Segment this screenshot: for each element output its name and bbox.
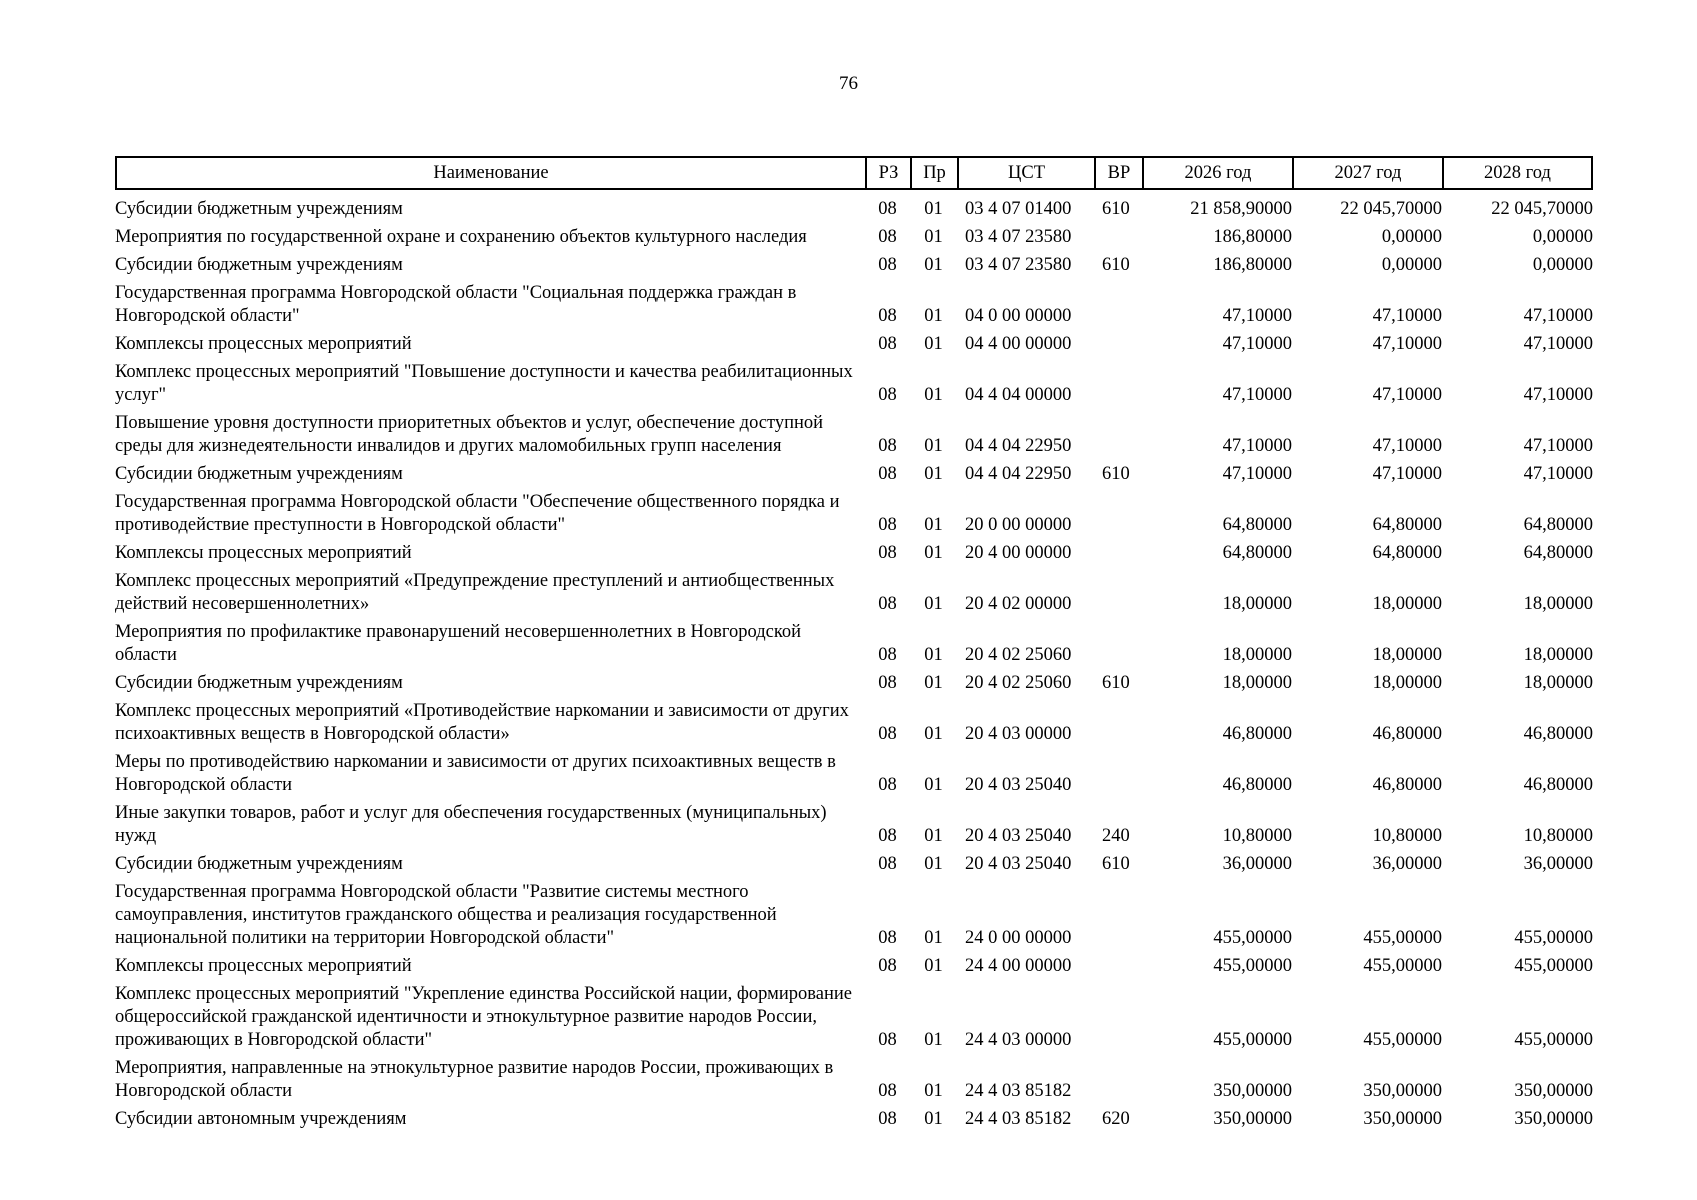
cell-2026: 47,10000 <box>1222 385 1292 405</box>
cell-rz: 08 <box>878 854 897 874</box>
cell-2028: 64,80000 <box>1523 515 1593 535</box>
cell-2027: 22 045,70000 <box>1340 199 1442 219</box>
cell-2027: 0,00000 <box>1381 255 1442 275</box>
cell-vr: 240 <box>1102 826 1130 846</box>
cell-2026: 186,80000 <box>1213 255 1292 275</box>
table-row <box>115 190 1593 221</box>
cell-vr: 610 <box>1102 854 1130 874</box>
cell-rz: 08 <box>878 1081 897 1101</box>
table-header-row <box>115 156 1593 190</box>
header-2027: 2027 год <box>1292 156 1442 190</box>
cell-2027: 47,10000 <box>1372 385 1442 405</box>
cell-2026: 186,80000 <box>1213 227 1292 247</box>
cell-pr: 01 <box>924 928 943 948</box>
cell-pr: 01 <box>924 673 943 693</box>
page-number: 76 <box>839 73 858 94</box>
table-row <box>115 978 1593 1052</box>
cell-rz: 08 <box>878 775 897 795</box>
cell-2028: 455,00000 <box>1514 928 1593 948</box>
cell-pr: 01 <box>924 306 943 326</box>
cell-2027: 64,80000 <box>1372 515 1442 535</box>
cell-pr: 01 <box>924 436 943 456</box>
cell-2026: 64,80000 <box>1222 543 1292 563</box>
cell-pr: 01 <box>924 1109 943 1129</box>
cell-name: Государственная программа Новгородской области "Обеспечение общественного порядка и противодействие преступности в Новгородской области" <box>115 492 840 535</box>
table-row <box>115 876 1593 950</box>
cell-rz: 08 <box>878 956 897 976</box>
cell-cst: 20 4 03 00000 <box>965 724 1072 744</box>
cell-pr: 01 <box>924 255 943 275</box>
table-row <box>115 486 1593 537</box>
cell-rz: 08 <box>878 334 897 354</box>
cell-2028: 350,00000 <box>1514 1081 1593 1101</box>
header-2026: 2026 год <box>1142 156 1292 190</box>
cell-rz: 08 <box>878 1030 897 1050</box>
cell-rz: 08 <box>878 306 897 326</box>
cell-2027: 36,00000 <box>1372 854 1442 874</box>
table-row <box>115 950 1593 978</box>
cell-pr: 01 <box>924 645 943 665</box>
cell-vr: 610 <box>1102 673 1130 693</box>
cell-vr <box>1094 356 1142 407</box>
cell-vr <box>1094 746 1142 797</box>
cell-pr: 01 <box>924 199 943 219</box>
table-row <box>115 221 1593 249</box>
cell-pr: 01 <box>924 854 943 874</box>
cell-2028: 46,80000 <box>1523 775 1593 795</box>
header-rz: РЗ <box>865 156 910 190</box>
cell-2027: 47,10000 <box>1372 306 1442 326</box>
cell-vr <box>1094 565 1142 616</box>
cell-rz: 08 <box>878 515 897 535</box>
table-row <box>115 848 1593 876</box>
cell-cst: 20 4 02 25060 <box>965 673 1072 693</box>
cell-rz: 08 <box>878 255 897 275</box>
cell-name: Комплекс процессных мероприятий "Укрепление единства Российской нации, формирование общероссийской гражданской идентичности и этнокультурное развитие народов России, проживающих в Новгородской области" <box>115 984 852 1050</box>
cell-2027: 64,80000 <box>1372 543 1442 563</box>
cell-cst: 04 4 00 00000 <box>965 334 1072 354</box>
cell-pr: 01 <box>924 543 943 563</box>
cell-name: Субсидии бюджетным учреждениям <box>115 464 403 484</box>
cell-2027: 455,00000 <box>1363 1030 1442 1050</box>
cell-vr <box>1094 950 1142 978</box>
cell-name: Мероприятия по профилактике правонарушений несовершеннолетних в Новгородской области <box>115 622 802 665</box>
cell-2028: 47,10000 <box>1523 385 1593 405</box>
cell-2027: 46,80000 <box>1372 775 1442 795</box>
table-row <box>115 1052 1593 1103</box>
cell-cst: 03 4 07 01400 <box>965 199 1072 219</box>
cell-rz: 08 <box>878 928 897 948</box>
cell-2026: 36,00000 <box>1222 854 1292 874</box>
cell-2027: 47,10000 <box>1372 334 1442 354</box>
cell-rz: 08 <box>878 673 897 693</box>
cell-vr <box>1094 695 1142 746</box>
table-row <box>115 458 1593 486</box>
cell-2027: 0,00000 <box>1381 227 1442 247</box>
cell-pr: 01 <box>924 775 943 795</box>
cell-name: Комплекс процессных мероприятий «Противодействие наркомании и зависимости от других психоактивных веществ в Новгородской области» <box>115 701 849 744</box>
cell-2026: 46,80000 <box>1222 775 1292 795</box>
table-row <box>115 667 1593 695</box>
cell-2028: 47,10000 <box>1523 334 1593 354</box>
cell-cst: 20 4 03 25040 <box>965 854 1072 874</box>
cell-name: Комплексы процессных мероприятий <box>115 334 412 354</box>
table-body <box>115 190 1593 1131</box>
cell-rz: 08 <box>878 645 897 665</box>
cell-vr <box>1094 537 1142 565</box>
cell-2026: 47,10000 <box>1222 436 1292 456</box>
cell-pr: 01 <box>924 464 943 484</box>
cell-name: Государственная программа Новгородской области "Социальная поддержка граждан в Новгородской области" <box>115 283 797 326</box>
cell-name: Мероприятия, направленные на этнокультурное развитие народов России, проживающих в Новгородской области <box>115 1058 834 1101</box>
cell-name: Повышение уровня доступности приоритетных объектов и услуг, обеспечение доступной среды для жизнедеятельности инвалидов и других маломобильных групп населения <box>115 413 824 456</box>
table-row <box>115 797 1593 848</box>
table-row <box>115 537 1593 565</box>
cell-name: Субсидии бюджетным учреждениям <box>115 854 403 874</box>
cell-cst: 24 4 03 85182 <box>965 1081 1072 1101</box>
cell-2028: 18,00000 <box>1523 673 1593 693</box>
cell-rz: 08 <box>878 594 897 614</box>
cell-name: Комплексы процессных мероприятий <box>115 543 412 563</box>
cell-rz: 08 <box>878 385 897 405</box>
cell-2028: 46,80000 <box>1523 724 1593 744</box>
cell-pr: 01 <box>924 956 943 976</box>
cell-pr: 01 <box>924 826 943 846</box>
cell-pr: 01 <box>924 724 943 744</box>
cell-rz: 08 <box>878 724 897 744</box>
cell-2026: 455,00000 <box>1213 928 1292 948</box>
cell-pr: 01 <box>924 385 943 405</box>
cell-name: Комплекс процессных мероприятий «Предупреждение преступлений и антиобщественных действий несовершеннолетних» <box>115 571 835 614</box>
cell-cst: 20 4 00 00000 <box>965 543 1072 563</box>
cell-name: Меры по противодействию наркомании и зависимости от других психоактивных веществ в Новгородской области <box>115 752 836 795</box>
cell-name: Субсидии бюджетным учреждениям <box>115 673 403 693</box>
cell-2026: 455,00000 <box>1213 956 1292 976</box>
cell-2028: 36,00000 <box>1523 854 1593 874</box>
cell-cst: 20 4 02 25060 <box>965 645 1072 665</box>
table-row <box>115 746 1593 797</box>
table-row <box>115 356 1593 407</box>
cell-cst: 20 4 02 00000 <box>965 594 1072 614</box>
cell-name: Комплекс процессных мероприятий "Повышение доступности и качества реабилитационных услуг" <box>115 362 853 405</box>
cell-2026: 18,00000 <box>1222 594 1292 614</box>
cell-2028: 0,00000 <box>1532 255 1593 275</box>
cell-2028: 18,00000 <box>1523 645 1593 665</box>
cell-rz: 08 <box>878 1109 897 1129</box>
cell-2028: 47,10000 <box>1523 436 1593 456</box>
cell-2027: 10,80000 <box>1372 826 1442 846</box>
cell-pr: 01 <box>924 1081 943 1101</box>
cell-cst: 24 4 03 85182 <box>965 1109 1072 1129</box>
cell-2027: 455,00000 <box>1363 928 1442 948</box>
cell-2027: 350,00000 <box>1363 1081 1442 1101</box>
cell-vr <box>1094 876 1142 950</box>
cell-pr: 01 <box>924 334 943 354</box>
cell-name: Государственная программа Новгородской области "Развитие системы местного самоуправления, институтов гражданского общества и реализация государственной национальной политики на территории Новгородской области" <box>115 882 777 948</box>
cell-2027: 455,00000 <box>1363 956 1442 976</box>
cell-2028: 22 045,70000 <box>1491 199 1593 219</box>
cell-2027: 47,10000 <box>1372 464 1442 484</box>
cell-cst: 24 0 00 00000 <box>965 928 1072 948</box>
cell-cst: 04 4 04 22950 <box>965 436 1072 456</box>
cell-2026: 21 858,90000 <box>1190 199 1292 219</box>
cell-rz: 08 <box>878 543 897 563</box>
cell-cst: 20 4 03 25040 <box>965 826 1072 846</box>
cell-rz: 08 <box>878 227 897 247</box>
cell-vr <box>1094 221 1142 249</box>
cell-2028: 455,00000 <box>1514 956 1593 976</box>
header-cst: ЦСТ <box>957 156 1094 190</box>
cell-2026: 47,10000 <box>1222 334 1292 354</box>
table-row <box>115 1103 1593 1131</box>
cell-2026: 455,00000 <box>1213 1030 1292 1050</box>
cell-name: Субсидии автономным учреждениям <box>115 1109 407 1129</box>
cell-2026: 47,10000 <box>1222 306 1292 326</box>
table-row <box>115 407 1593 458</box>
cell-cst: 24 4 00 00000 <box>965 956 1072 976</box>
table-row <box>115 695 1593 746</box>
cell-vr <box>1094 277 1142 328</box>
cell-cst: 03 4 07 23580 <box>965 227 1072 247</box>
cell-vr: 610 <box>1102 255 1130 275</box>
table-row <box>115 616 1593 667</box>
table-row <box>115 249 1593 277</box>
cell-cst: 20 0 00 00000 <box>965 515 1072 535</box>
cell-name: Мероприятия по государственной охране и сохранению объектов культурного наследия <box>115 227 807 247</box>
cell-2028: 10,80000 <box>1523 826 1593 846</box>
cell-cst: 03 4 07 23580 <box>965 255 1072 275</box>
cell-pr: 01 <box>924 227 943 247</box>
cell-rz: 08 <box>878 199 897 219</box>
cell-2027: 18,00000 <box>1372 645 1442 665</box>
cell-pr: 01 <box>924 515 943 535</box>
table-row <box>115 277 1593 328</box>
cell-pr: 01 <box>924 594 943 614</box>
cell-2028: 47,10000 <box>1523 464 1593 484</box>
cell-cst: 04 4 04 00000 <box>965 385 1072 405</box>
cell-2028: 64,80000 <box>1523 543 1593 563</box>
cell-name: Иные закупки товаров, работ и услуг для обеспечения государственных (муниципальных) нужд <box>115 803 827 846</box>
cell-2026: 18,00000 <box>1222 645 1292 665</box>
cell-2027: 46,80000 <box>1372 724 1442 744</box>
cell-cst: 04 4 04 22950 <box>965 464 1072 484</box>
cell-2027: 18,00000 <box>1372 594 1442 614</box>
cell-vr: 610 <box>1102 464 1130 484</box>
table-row <box>115 565 1593 616</box>
cell-2026: 350,00000 <box>1213 1081 1292 1101</box>
cell-cst: 04 0 00 00000 <box>965 306 1072 326</box>
cell-2026: 350,00000 <box>1213 1109 1292 1129</box>
cell-vr: 610 <box>1102 199 1130 219</box>
cell-vr: 620 <box>1102 1109 1130 1129</box>
cell-2026: 46,80000 <box>1222 724 1292 744</box>
cell-2026: 10,80000 <box>1222 826 1292 846</box>
cell-2026: 47,10000 <box>1222 464 1292 484</box>
header-2028: 2028 год <box>1442 156 1593 190</box>
cell-cst: 20 4 03 25040 <box>965 775 1072 795</box>
cell-vr <box>1094 486 1142 537</box>
cell-vr <box>1094 616 1142 667</box>
cell-rz: 08 <box>878 464 897 484</box>
cell-2026: 18,00000 <box>1222 673 1292 693</box>
cell-2026: 64,80000 <box>1222 515 1292 535</box>
cell-name: Субсидии бюджетным учреждениям <box>115 255 403 275</box>
cell-2028: 18,00000 <box>1523 594 1593 614</box>
cell-cst: 24 4 03 00000 <box>965 1030 1072 1050</box>
cell-2028: 455,00000 <box>1514 1030 1593 1050</box>
cell-vr <box>1094 407 1142 458</box>
cell-rz: 08 <box>878 826 897 846</box>
cell-pr: 01 <box>924 1030 943 1050</box>
budget-table <box>115 156 1593 1131</box>
cell-2028: 0,00000 <box>1532 227 1593 247</box>
cell-vr <box>1094 978 1142 1052</box>
cell-2028: 47,10000 <box>1523 306 1593 326</box>
cell-2027: 350,00000 <box>1363 1109 1442 1129</box>
cell-rz: 08 <box>878 436 897 456</box>
cell-vr <box>1094 328 1142 356</box>
header-vr: ВР <box>1094 156 1142 190</box>
cell-2027: 47,10000 <box>1372 436 1442 456</box>
table-row <box>115 328 1593 356</box>
cell-name: Комплексы процессных мероприятий <box>115 956 412 976</box>
header-name: Наименование <box>115 156 865 190</box>
header-pr: Пр <box>910 156 957 190</box>
cell-2028: 350,00000 <box>1514 1109 1593 1129</box>
cell-vr <box>1094 1052 1142 1103</box>
cell-name: Субсидии бюджетным учреждениям <box>115 199 403 219</box>
cell-2027: 18,00000 <box>1372 673 1442 693</box>
